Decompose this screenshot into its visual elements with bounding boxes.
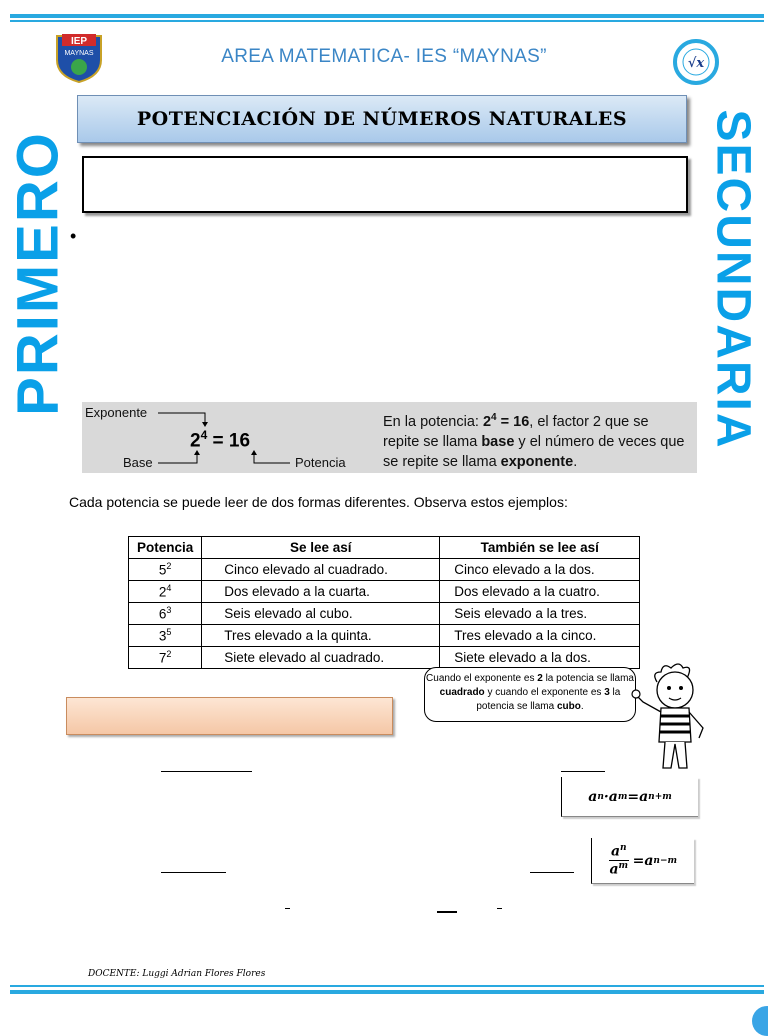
blank-line [561,771,605,772]
table-header: También se lee así [440,537,640,559]
table-row: $5^2$ Cinco elevado al cuadrado. Cinco elevado a la dos. [129,559,640,581]
side-label-secundaria: SECUNDARIA [706,109,760,450]
blank-line [161,771,252,772]
power-label: Potencia [295,455,346,470]
exponent-label: Exponente [85,405,148,420]
blank-line [530,872,574,873]
section-banner [66,697,393,735]
table-row: $6^3$ Seis elevado al cubo. Seis elevado a la tres. [129,603,640,625]
page-title: POTENCIACIÓN DE NÚMEROS NATURALES [136,108,628,130]
power-formula: $2^4 = 16$ [190,428,251,452]
quotient-rule-formula: $\frac{a^n}{a^m}$ = a n−m [591,838,694,884]
table-header: Potencia [129,537,202,559]
empty-text-box [82,156,688,213]
table-row: $7^2$ Siete elevado al cuadrado. Siete elevado a la dos. [129,647,640,669]
blank-line [437,911,457,913]
table-row: $2^4$ Dos elevado a la cuarta. Dos elevado a la cuatro. [129,581,640,603]
blank-line [497,908,502,909]
top-border-line-thin [10,20,764,22]
speech-bubble: Cuando el exponente es 2 la potencia se llama cuadrado y cuando el exponente es 3 la potencia se llama cubo. [424,667,636,722]
top-border-line [10,14,764,18]
boy-cartoon-icon [625,660,717,778]
base-label: Base [123,455,153,470]
bottom-border-line-thin [10,985,764,987]
bottom-border-line [10,990,764,994]
table-row: $3^5$ Tres elevado a la quinta. Tres elevado a la cinco. [129,625,640,647]
title-banner [77,95,687,143]
svg-text:IEP: IEP [70,36,88,47]
teacher-credit: DOCENTE: Luggi Adrian Flores Flores [88,969,266,979]
power-explanation-text: En la potencia: $2^4 = 16$, el factor 2 que se repite se llama base y el número de veces que se repite se llama exponente. [383,412,685,470]
blank-line [285,908,290,909]
side-label-primero: PRIMERO [5,131,71,416]
svg-text:√x: √x [687,56,705,71]
intro-text: Cada potencia se puede leer de dos formas diferentes. Observa estos ejemplos: [69,494,568,510]
table-header: Se lee así [202,537,440,559]
svg-text:MAYNAS: MAYNAS [64,50,94,57]
product-rule-formula: a n · a m = a n+m [561,777,698,817]
header-title: AREA MATEMATICA- IES “MAYNAS” [221,46,547,67]
bullet-point: • [70,226,77,246]
corner-logo-icon [752,1006,768,1036]
reading-table [128,536,640,669]
math-logo [672,38,720,86]
blank-line [161,872,226,873]
